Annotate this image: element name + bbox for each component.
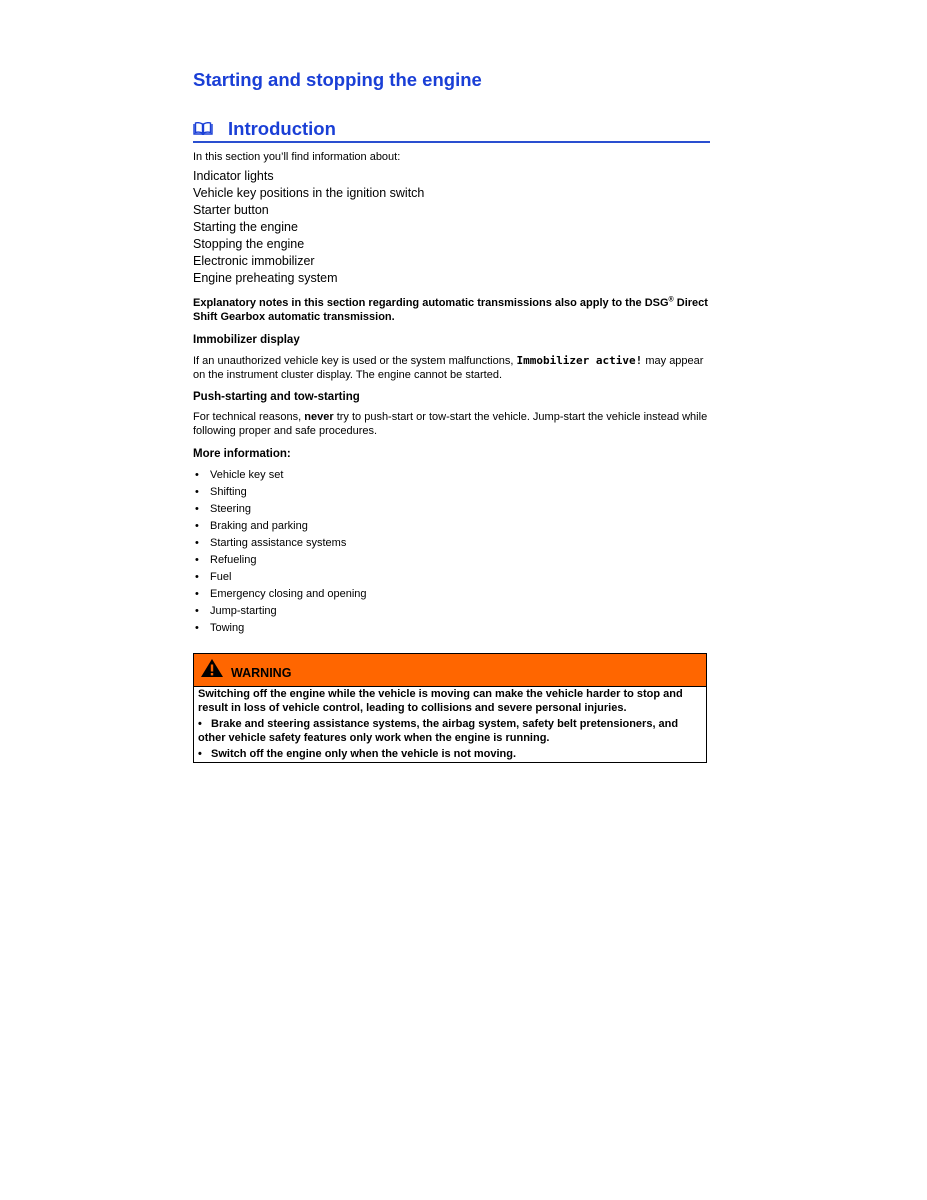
more-info-item xyxy=(193,620,367,637)
immobilizer-heading: Immobilizer display xyxy=(193,334,300,346)
warning-bullet-text: Switch off the engine only when the vehicle is not moving. xyxy=(211,748,517,760)
bullet-dot: • xyxy=(195,537,199,549)
more-info-label: Fuel xyxy=(210,571,232,583)
display-message: Immobilizer active! xyxy=(516,354,643,367)
page-title: Starting and stopping the engine xyxy=(193,69,482,90)
bullet-dot: • xyxy=(195,622,199,634)
more-info-item xyxy=(193,518,367,535)
topic-item: Starting the engine xyxy=(193,220,298,234)
topic-item: Stopping the engine xyxy=(193,237,305,251)
more-info-item xyxy=(193,569,367,586)
warning-bullet-text: Brake and steering assistance systems, the airbag system, safety belt pretensioners, and other vehicle safety features only work when the engine is running. xyxy=(198,718,679,744)
more-info-label: Jump-starting xyxy=(210,605,277,617)
bullet-dot: • xyxy=(198,748,202,760)
more-info-label: Towing xyxy=(210,622,245,634)
warning-label: WARNING xyxy=(231,666,292,680)
push-starting-paragraph xyxy=(193,411,710,438)
section-title: Introduction xyxy=(228,118,336,139)
immobilizer-text-before: If an unauthorized vehicle key is used or the system malfunctions, xyxy=(193,355,517,367)
bullet-dot: • xyxy=(195,503,199,515)
warning-box xyxy=(193,653,707,763)
transmission-note xyxy=(193,297,710,324)
more-info-label: Emergency closing and opening xyxy=(210,588,367,600)
registered-mark: ® xyxy=(668,296,674,304)
topic-item: Electronic immobilizer xyxy=(193,254,315,268)
topic-item: Indicator lights xyxy=(193,169,274,183)
bullet-dot: • xyxy=(198,718,202,730)
bullet-dot: • xyxy=(195,486,199,498)
bullet-dot: • xyxy=(195,520,199,532)
push-starting-text-after: try to push-start or tow-start the vehicle. Jump-start the vehicle instead while following proper and safe procedures. xyxy=(193,411,708,437)
more-info-item xyxy=(193,467,367,484)
more-info-label: Steering xyxy=(210,503,251,515)
more-info-item xyxy=(193,552,367,569)
topic-item: Vehicle key positions in the ignition switch xyxy=(193,186,425,200)
bullet-dot: • xyxy=(195,588,199,600)
section-header xyxy=(193,116,710,143)
more-info-item xyxy=(193,535,367,552)
immobilizer-paragraph xyxy=(193,354,710,382)
topic-list xyxy=(193,168,424,287)
warning-intro: Switching off the engine while the vehicle is moving can make the vehicle harder to stop and result in loss of vehicle control, leading to collisions and severe personal injuries. xyxy=(198,688,683,714)
more-info-list xyxy=(193,467,367,637)
topic-item: Starter button xyxy=(193,203,269,217)
note-text: Explanatory notes in this section regarding automatic transmissions also apply to the DSG xyxy=(193,297,669,309)
more-info-item xyxy=(193,484,367,501)
warning-bullet xyxy=(198,748,702,762)
more-info-label: Braking and parking xyxy=(210,520,308,532)
more-info-label: Shifting xyxy=(210,486,247,498)
push-starting-text-before: For technical reasons, xyxy=(193,411,305,423)
more-info-label: Vehicle key set xyxy=(210,469,284,481)
topic-item: Engine preheating system xyxy=(193,271,338,285)
more-info-item xyxy=(193,603,367,620)
warning-body xyxy=(194,687,706,762)
more-info-label: Refueling xyxy=(210,554,257,566)
more-info-item xyxy=(193,586,367,603)
warning-bullet xyxy=(198,718,702,745)
more-info-heading: More information: xyxy=(193,448,291,460)
bullet-dot: • xyxy=(195,469,199,481)
bullet-dot: • xyxy=(195,554,199,566)
book-icon xyxy=(193,122,213,135)
more-info-item xyxy=(193,501,367,518)
immobilizer-text-after: may appear on the instrument cluster display. The engine cannot be started. xyxy=(193,355,704,381)
push-starting-emphasis: never xyxy=(304,411,334,423)
intro-text: In this section you’ll find information about: xyxy=(193,151,401,163)
warning-triangle-icon xyxy=(200,658,224,678)
more-info-label: Starting assistance systems xyxy=(210,537,347,549)
note-text-end: Direct Shift Gearbox automatic transmission. xyxy=(193,297,708,323)
warning-header xyxy=(194,654,706,687)
push-starting-heading: Push-starting and tow-starting xyxy=(193,391,360,403)
bullet-dot: • xyxy=(195,605,199,617)
bullet-dot: • xyxy=(195,571,199,583)
